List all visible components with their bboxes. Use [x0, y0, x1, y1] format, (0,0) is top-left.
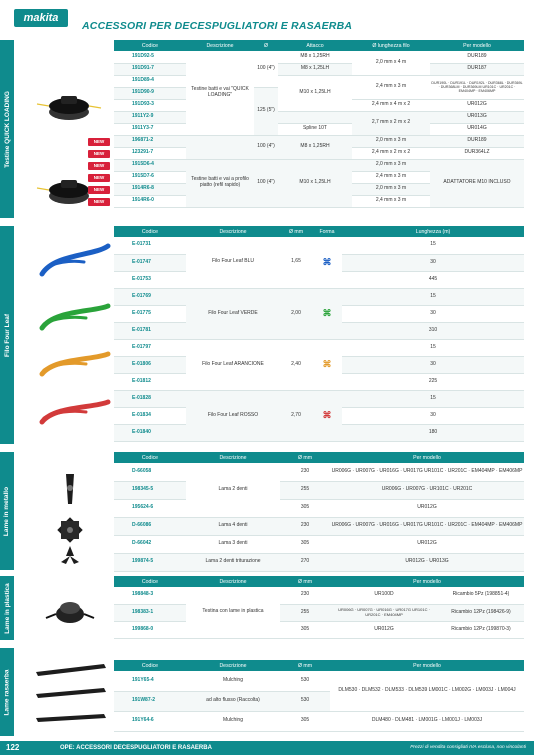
footer-title: OPE: ACCESSORI DECESPUGLIATORI E RASAERBA: [60, 745, 212, 751]
filo-side-label: Filo Four Leaf: [3, 313, 11, 357]
diameter: 305: [280, 711, 330, 731]
product-code: D-66042: [114, 535, 186, 553]
footer-bar: [0, 741, 534, 755]
mower-blade-image-1: [36, 664, 106, 676]
plastic-head-image: [24, 576, 114, 640]
model: DUR364LZ: [430, 147, 524, 159]
diameter: 305: [280, 535, 330, 553]
length: 15: [342, 339, 524, 356]
new-badge: NEW: [88, 150, 110, 158]
filo-table: [114, 226, 524, 442]
quick-side-label: Testine QUICK LOADING: [3, 90, 11, 168]
product-code: D-66086: [114, 517, 186, 535]
description: Mulching: [186, 711, 280, 731]
product-code: 191Y65-4: [114, 671, 186, 691]
description: Lama 2 denti triturazione: [186, 553, 280, 571]
product-code: 195624-6: [114, 499, 186, 517]
product-code: 1911Y2-9: [114, 111, 186, 123]
col-per-modello: Per modello: [330, 576, 524, 587]
table-row: [114, 621, 524, 638]
attacco: M8 x 1,25RH: [278, 51, 352, 63]
line-coil-images: [24, 226, 114, 444]
diameter: 230: [280, 587, 330, 604]
product-code: 191D92-5: [114, 51, 186, 63]
spare-part: Ricambio 12Pz (199870-3): [438, 621, 524, 638]
model: DLM480 · DLM481 · LM001G · LM001J · LM003J: [330, 711, 524, 731]
col-attacco: Attacco: [278, 40, 352, 51]
table-row: [114, 587, 524, 604]
plastica-header-row: [114, 576, 524, 587]
diameter: 2,40: [280, 339, 312, 390]
product-code: E-01781: [114, 322, 186, 339]
product-code: E-01769: [114, 288, 186, 305]
model: UR006G · UR007G · UR101C · UR201C: [330, 481, 524, 499]
diameter: 255: [280, 604, 330, 621]
filo: 2,0 mm x 3 m: [352, 159, 430, 171]
col-codice: Codice: [114, 40, 186, 51]
col-forma: Forma: [312, 226, 342, 237]
description: ad alto flusso (Raccolta): [186, 691, 280, 711]
product-code: 191D93-3: [114, 99, 186, 111]
product-code: 198345-5: [114, 481, 186, 499]
model: UR012G: [330, 499, 524, 517]
length: 225: [342, 373, 524, 390]
model: UR012G · UR013G: [330, 553, 524, 571]
table-row: [114, 75, 524, 87]
description: Testine batti e vai "QUICK LOADING": [186, 51, 254, 135]
table-row: [114, 671, 524, 691]
filo: 2,4 mm x 4 m x 2: [352, 99, 430, 111]
product-code: 191D90-9: [114, 87, 186, 99]
product-code: 191D91-7: [114, 63, 186, 75]
col-codice: Codice: [114, 660, 186, 671]
col-codice: Codice: [114, 576, 186, 587]
model: DUR189: [430, 51, 524, 63]
attacco: [278, 111, 352, 123]
diameter: 100 (4"): [254, 51, 278, 87]
length: 310: [342, 322, 524, 339]
spare-part: Ricambio 12Pz (198426-9): [438, 604, 524, 621]
description: Filo Four Leaf ARANCIONE: [186, 339, 280, 390]
description: Filo Four Leaf BLU: [186, 237, 280, 288]
model: UR100D: [330, 587, 438, 604]
mower-blade-image-3: [36, 714, 106, 722]
product-code: E-01834: [114, 407, 186, 424]
new-badge: NEW: [88, 186, 110, 194]
length: 180: [342, 424, 524, 441]
diameter: 230: [280, 517, 330, 535]
length: 445: [342, 271, 524, 288]
shape-icon: ⌘: [312, 339, 342, 390]
page-title: ACCESSORI PER DECESPUGLIATORI E RASAERBA: [82, 20, 353, 32]
trimmer-head-image-1: [37, 96, 101, 120]
description: Filo Four Leaf VERDE: [186, 288, 280, 339]
diameter: 100 (4"): [254, 159, 278, 207]
filo: 2,7 mm x 2 m x 2: [352, 111, 430, 135]
diameter: 100 (4"): [254, 135, 278, 159]
table-row: [114, 159, 524, 171]
model: UR013G: [430, 111, 524, 123]
col-diametro: Ø mm: [280, 452, 330, 463]
table-row: [114, 51, 524, 63]
rasaerba-side-label: Lame rasaerba: [3, 669, 11, 715]
mower-blade-image-2: [36, 688, 106, 698]
quick-header-row: [114, 40, 524, 51]
length: 15: [342, 237, 524, 254]
new-badge: NEW: [88, 198, 110, 206]
plastica-side-label: Lame in plastica: [3, 582, 11, 634]
attacco: Spline 10T: [278, 123, 352, 135]
product-code: E-01812: [114, 373, 186, 390]
description: [186, 135, 254, 159]
lame-side-label: Lame in metallo: [3, 486, 11, 536]
diameter: 125 (5"): [254, 87, 278, 135]
brand-logo-text: makita: [14, 9, 68, 27]
table-row: [114, 604, 524, 621]
filo: 2,4 mm x 2 m x 2: [352, 147, 430, 159]
table-row: [114, 517, 524, 535]
col-codice: Codice: [114, 452, 186, 463]
col-lunghezza: Lunghezza (m): [342, 226, 524, 237]
attacco: M8 x 1,25LH: [278, 63, 352, 75]
rasaerba-images: [24, 648, 114, 736]
filo: 2,0 mm x 4 m: [352, 51, 430, 75]
filo-header-row: [114, 226, 524, 237]
product-code: NEW 1915D6-4: [114, 159, 186, 171]
shape-icon: ⌘: [312, 237, 342, 288]
table-row: [114, 288, 524, 305]
table-row: [114, 63, 524, 75]
table-row: [114, 463, 524, 481]
filo-images: [24, 226, 114, 444]
new-badge: NEW: [88, 162, 110, 170]
model: UR014G: [430, 123, 524, 135]
product-code: NEW 1914R6-0: [114, 195, 186, 207]
table-row: [114, 553, 524, 571]
product-code: NEW 1915D7-6: [114, 171, 186, 183]
model: DLM530 · DLM532 · DLM533 · DLM539 LM001C · LM002G · LM003J · LM004J: [330, 671, 524, 711]
diameter: 305: [280, 621, 330, 638]
diameter: 305: [280, 499, 330, 517]
col-descrizione: Descrizione: [186, 226, 280, 237]
model: UR012G: [330, 535, 524, 553]
product-code: E-01840: [114, 424, 186, 441]
col-lunghezza-filo: Ø lunghezza filo: [352, 40, 430, 51]
shape-icon: ⌘: [312, 288, 342, 339]
diameter: 1,65: [280, 237, 312, 288]
table-row: [114, 135, 524, 147]
brand-logo: [10, 6, 72, 30]
filo: 2,0 mm x 3 m: [352, 183, 430, 195]
product-code: E-01797: [114, 339, 186, 356]
mower-blade-images: [24, 648, 114, 736]
col-diametro: Ø mm: [280, 226, 312, 237]
description: Testine batti e vai a profilo piatto (refil rapido): [186, 159, 254, 207]
col-descrizione: Descrizione: [186, 452, 280, 463]
lame-header-row: [114, 452, 524, 463]
table-row: [114, 111, 524, 123]
plastica-images: [24, 576, 114, 640]
three-tooth-blade-image: [61, 546, 79, 564]
rasaerba-header-row: [114, 660, 524, 671]
product-code: 1911Y3-7: [114, 123, 186, 135]
diameter: 530: [280, 671, 330, 691]
length: 30: [342, 356, 524, 373]
length: 15: [342, 390, 524, 407]
diameter: 2,70: [280, 390, 312, 441]
model: DUR187: [430, 63, 524, 75]
length: 30: [342, 305, 524, 322]
four-tooth-blade-image: [57, 517, 82, 542]
product-code: E-01828: [114, 390, 186, 407]
product-code: NEW 123291-7: [114, 147, 186, 159]
product-code: 199874-5: [114, 553, 186, 571]
model: ADATTATORE M10 INCLUSO: [430, 159, 524, 207]
filo: 2,4 mm x 3 m: [352, 75, 430, 99]
col-per-modello: Per modello: [430, 40, 524, 51]
attacco: M10 x 1,25LH: [278, 159, 352, 207]
product-code: 198848-3: [114, 587, 186, 604]
table-row: [114, 481, 524, 499]
model: UR006G · UR007G · UR016G · UR017G UR101C · UR201C · EM404MP · EM406MP: [330, 463, 524, 481]
product-code: NEW 196871-2: [114, 135, 186, 147]
quick-table: [93, 40, 524, 208]
product-code: E-01731: [114, 237, 186, 254]
table-row: [114, 123, 524, 135]
plastica-table: [114, 576, 524, 639]
col-descrizione: Descrizione: [186, 660, 280, 671]
diameter: 2,00: [280, 288, 312, 339]
length: 15: [342, 288, 524, 305]
description: Lama 3 denti: [186, 535, 280, 553]
table-row: [114, 535, 524, 553]
model: UR006G · UR007G · UR016G · UR017G UR101C · UR201C · EM404MP: [330, 604, 438, 621]
description: Filo Four Leaf ROSSO: [186, 390, 280, 441]
attacco: M10 x 1,25LH: [278, 75, 352, 111]
col-diametro: Ø: [254, 40, 278, 51]
filo: 2,4 mm x 3 m: [352, 171, 430, 183]
product-code: 199868-0: [114, 621, 186, 638]
new-badge: NEW: [88, 174, 110, 182]
description: Lama 2 denti: [186, 463, 280, 517]
new-badge: NEW: [88, 138, 110, 146]
filo: 2,0 mm x 3 m: [352, 135, 430, 147]
length: 30: [342, 407, 524, 424]
description: Mulching: [186, 671, 280, 691]
product-code: NEW 1914R6-8: [114, 183, 186, 195]
diameter: 230: [280, 463, 330, 481]
model: DUR190L · DUR191L · DUR192L · DUR368L · DUR369L · DUR368LM · DUR369LM UR101C · UR201C · EM404MP · EM406MP: [430, 75, 524, 99]
table-row: [114, 237, 524, 254]
length: 30: [342, 254, 524, 271]
shape-icon: ⌘: [312, 390, 342, 441]
lame-images: [24, 452, 114, 570]
product-code: E-01747: [114, 254, 186, 271]
product-code: 191W87-2: [114, 691, 186, 711]
rasaerba-table: [114, 660, 524, 732]
product-code: D-66058: [114, 463, 186, 481]
table-row: [114, 499, 524, 517]
diameter: 530: [280, 691, 330, 711]
product-code: 191D89-4: [114, 75, 186, 87]
model: UR012G: [430, 99, 524, 111]
table-row: [114, 711, 524, 731]
product-code: E-01753: [114, 271, 186, 288]
col-descrizione: Descrizione: [186, 40, 254, 51]
col-per-modello: Per modello: [330, 452, 524, 463]
model: UR012G: [330, 621, 438, 638]
col-per-modello: Per modello: [330, 660, 524, 671]
product-code: E-01775: [114, 305, 186, 322]
product-code: 191Y64-6: [114, 711, 186, 731]
product-code: E-01806: [114, 356, 186, 373]
diameter: 255: [280, 481, 330, 499]
product-code: 198383-1: [114, 604, 186, 621]
diameter: 270: [280, 553, 330, 571]
col-codice: Codice: [114, 226, 186, 237]
filo: 2,4 mm x 3 m: [352, 195, 430, 207]
description: Lama 4 denti: [186, 517, 280, 535]
col-descrizione: Descrizione: [186, 576, 280, 587]
blade-images: [24, 452, 114, 570]
table-row: [114, 339, 524, 356]
page-number: 122: [6, 743, 20, 752]
table-row: [114, 390, 524, 407]
description: Testina con lame in plastica: [186, 587, 280, 638]
lame-table: [114, 452, 524, 572]
spare-part: Ricambio 5Pz (198851-4): [438, 587, 524, 604]
footer-note: Prezzi di vendita consigliati IVA esclusa, non vincolanti: [410, 745, 526, 750]
model: DUR189: [430, 135, 524, 147]
col-diametro: Ø mm: [280, 576, 330, 587]
attacco: M8 x 1,25RH: [278, 135, 352, 159]
model: UR006G · UR007G · UR016G · UR017G UR101C · UR201C · EM404MP · EM406MP: [330, 517, 524, 535]
col-diametro: Ø mm: [280, 660, 330, 671]
